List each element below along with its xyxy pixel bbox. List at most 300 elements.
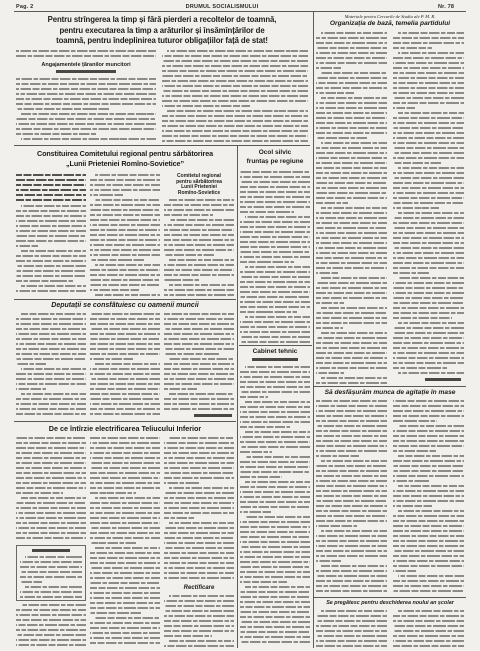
- text-line: [393, 142, 464, 144]
- sidebar-heading-line: Romîno-Sovietice: [177, 189, 221, 196]
- text-line: [21, 604, 86, 606]
- article-column: [16, 50, 156, 61]
- text-line: [393, 287, 464, 289]
- study-kicker: Materiale pentru Cercurile de Studiu ale P. M. R.: [344, 14, 436, 19]
- text-line: [20, 566, 82, 568]
- text-line: [240, 301, 310, 303]
- text-line: [90, 512, 160, 514]
- headline-line: „Lunii Prieteniei Romîno-Sovietice”: [66, 158, 184, 168]
- text-line: [164, 615, 234, 617]
- text-line: [90, 452, 160, 454]
- text-line: [240, 241, 310, 243]
- article-column: [240, 366, 310, 647]
- text-line: [16, 383, 86, 385]
- committee-headline: [16, 149, 234, 168]
- text-line: [240, 541, 310, 543]
- text-line: [25, 556, 82, 558]
- text-line: [240, 596, 310, 598]
- text-line: [393, 615, 464, 617]
- sidebar-heading-line: Lunii Prieteniei: [181, 184, 217, 190]
- text-line: [321, 460, 387, 462]
- text-line: [164, 472, 234, 474]
- text-line: [316, 450, 387, 452]
- text-line: [316, 297, 387, 299]
- text-line: [321, 610, 387, 612]
- text-line: [393, 405, 464, 407]
- text-line: [316, 455, 359, 457]
- text-line: [90, 632, 160, 634]
- text-line: [162, 75, 308, 77]
- text-line: [316, 317, 387, 319]
- text-line: [16, 123, 156, 125]
- text-line: [240, 611, 310, 613]
- text-line: [240, 326, 310, 328]
- text-line: [16, 50, 156, 52]
- article-column: [90, 313, 160, 419]
- text-line: [95, 264, 160, 266]
- headline-continuation: [252, 358, 298, 361]
- text-line: [90, 457, 160, 459]
- correction-text: [164, 595, 234, 647]
- text-line: [240, 376, 310, 378]
- text-line: [393, 565, 464, 567]
- text-line: [316, 420, 387, 422]
- text-line: [321, 207, 387, 209]
- text-line: [316, 202, 348, 204]
- text-line: [16, 487, 86, 489]
- text-line: [316, 267, 387, 269]
- text-line: [16, 265, 86, 267]
- electrification-headline: De ce întîrzie electrificarea Teliucului Inferior: [48, 424, 202, 433]
- section-rule: [314, 386, 466, 387]
- text-line: [393, 282, 464, 284]
- text-line: [16, 363, 46, 365]
- text-line: [316, 635, 387, 637]
- text-line: [240, 336, 310, 338]
- text-line: [316, 62, 387, 64]
- text-line: [316, 187, 387, 189]
- text-line: [393, 222, 464, 224]
- text-line: [90, 179, 160, 181]
- text-line: [321, 97, 387, 99]
- text-line: [240, 271, 310, 273]
- text-line: [90, 582, 160, 584]
- text-line: [164, 318, 234, 320]
- article-column: [90, 437, 160, 647]
- text-line: [316, 112, 387, 114]
- text-line: [316, 67, 341, 69]
- text-line: [90, 189, 160, 191]
- text-line: [167, 50, 308, 52]
- text-line: [95, 617, 160, 619]
- text-line: [316, 615, 387, 617]
- text-line: [90, 557, 160, 559]
- text-line: [16, 88, 156, 90]
- text-line: [316, 535, 387, 537]
- text-line: [164, 313, 234, 315]
- text-line: [316, 252, 387, 254]
- text-line: [316, 52, 387, 54]
- text-line: [90, 244, 160, 246]
- text-line: [90, 567, 160, 569]
- text-line: [21, 497, 86, 499]
- text-line: [164, 610, 234, 612]
- text-line: [316, 257, 387, 259]
- text-line: [316, 470, 387, 472]
- text-line: [164, 398, 234, 400]
- text-line: [16, 179, 86, 181]
- text-line: [393, 415, 464, 417]
- text-line: [316, 525, 357, 527]
- text-line: [316, 237, 387, 239]
- text-line: [16, 328, 86, 330]
- text-line: [393, 357, 464, 359]
- text-line: [164, 254, 214, 256]
- text-line: [393, 72, 464, 74]
- article-column: [16, 313, 86, 419]
- text-line: [240, 566, 310, 568]
- text-line: [398, 212, 464, 214]
- text-line: [316, 362, 387, 364]
- text-line: [240, 581, 287, 583]
- text-line: [393, 57, 464, 59]
- committee-sidebar-heading: [164, 174, 234, 196]
- text-line: [316, 640, 387, 642]
- text-line: [16, 442, 86, 444]
- text-line: [240, 296, 310, 298]
- text-line: [393, 187, 464, 189]
- text-line: [245, 266, 310, 268]
- text-line: [90, 642, 160, 644]
- article-column: [316, 32, 387, 384]
- text-line: [240, 551, 310, 553]
- text-line: [316, 630, 387, 632]
- issue-number: Nr. 78: [438, 4, 455, 10]
- text-line: [240, 211, 294, 213]
- text-line: [240, 536, 310, 538]
- text-line: [90, 343, 160, 345]
- harvest-subheading: Angajamentele țăranilor muncitori: [41, 62, 131, 68]
- text-line: [16, 437, 86, 439]
- text-line: [20, 581, 42, 583]
- text-line: [316, 580, 387, 582]
- text-line: [90, 219, 160, 221]
- text-line: [316, 177, 387, 179]
- text-line: [393, 302, 464, 304]
- text-line: [398, 610, 464, 612]
- text-line: [16, 225, 86, 227]
- text-line: [164, 527, 234, 529]
- text-line: [16, 290, 86, 292]
- text-line: [164, 234, 234, 236]
- correction-headline: Rectificare: [183, 585, 215, 591]
- text-line: [240, 501, 310, 503]
- text-line: [393, 475, 464, 477]
- text-line: [240, 286, 310, 288]
- text-line: [393, 400, 464, 402]
- text-line: [16, 522, 86, 524]
- text-line: [316, 515, 387, 517]
- text-line: [169, 358, 234, 360]
- text-line: [16, 230, 86, 232]
- text-line: [240, 461, 310, 463]
- text-line: [393, 560, 464, 562]
- text-line: [240, 546, 310, 548]
- text-line: [164, 209, 234, 211]
- text-line: [240, 506, 310, 508]
- text-line: [393, 490, 464, 492]
- text-line: [164, 333, 234, 335]
- text-line: [90, 592, 160, 594]
- text-line: [16, 280, 73, 282]
- text-line: [162, 115, 308, 117]
- text-line: [240, 176, 310, 178]
- text-line: [321, 565, 387, 567]
- section-rule: [314, 597, 466, 598]
- text-line: [393, 42, 464, 44]
- text-line: [393, 217, 464, 219]
- text-line: [164, 635, 212, 637]
- text-line: [90, 269, 160, 271]
- text-line: [16, 358, 86, 360]
- text-line: [16, 452, 86, 454]
- text-line: [164, 482, 199, 484]
- sidebar-heading-line: pentru sărbătorirea: [176, 178, 222, 185]
- text-line: [316, 127, 387, 129]
- text-line: [21, 313, 86, 315]
- text-line: [90, 333, 160, 335]
- lead-paragraph: [16, 174, 86, 205]
- text-line: [398, 575, 464, 577]
- text-line: [316, 480, 387, 482]
- text-line: [169, 199, 234, 201]
- text-line: [16, 103, 156, 105]
- text-line: [240, 416, 310, 418]
- text-line: [16, 378, 86, 380]
- text-line: [316, 495, 387, 497]
- text-line: [90, 348, 160, 350]
- text-line: [164, 373, 234, 375]
- text-line: [316, 560, 341, 562]
- text-line: [240, 491, 310, 493]
- text-line: [20, 576, 82, 578]
- text-line: [16, 338, 86, 340]
- article-column: [90, 174, 160, 296]
- text-line: [393, 292, 464, 294]
- text-line: [393, 505, 432, 507]
- text-line: [16, 194, 86, 196]
- text-line: [169, 595, 234, 597]
- text-line: [393, 347, 464, 349]
- text-line: [16, 457, 86, 459]
- text-line: [164, 279, 200, 281]
- headline-line: fruntaș pe regiune: [246, 157, 304, 165]
- text-line: [321, 530, 387, 532]
- text-line: [90, 612, 142, 614]
- text-line: [95, 497, 160, 499]
- text-line: [393, 172, 464, 174]
- text-line: [393, 352, 464, 354]
- text-line: [16, 472, 86, 474]
- text-line: [90, 462, 160, 464]
- text-line: [164, 537, 234, 539]
- text-line: [90, 637, 160, 639]
- article-column: [16, 78, 156, 142]
- text-line: [240, 411, 310, 413]
- text-line: [90, 194, 123, 196]
- text-line: [16, 235, 86, 237]
- text-line: [16, 78, 156, 80]
- text-line: [393, 620, 464, 622]
- text-line: [393, 297, 464, 299]
- text-line: [316, 475, 387, 477]
- text-line: [240, 446, 310, 448]
- text-line: [393, 580, 464, 582]
- article-column: [316, 610, 387, 648]
- text-line: [90, 224, 160, 226]
- text-line: [164, 467, 234, 469]
- text-line: [164, 388, 197, 390]
- text-line: [164, 294, 234, 296]
- author-signature: [194, 414, 232, 417]
- text-line: [162, 105, 250, 107]
- text-line: [316, 590, 387, 592]
- text-line: [240, 186, 310, 188]
- text-line: [164, 328, 234, 330]
- text-line: [90, 522, 160, 524]
- text-line: [90, 398, 160, 400]
- text-line: [316, 182, 387, 184]
- text-line: [90, 249, 160, 251]
- text-line: [16, 482, 86, 484]
- text-line: [162, 65, 308, 67]
- text-line: [16, 644, 86, 646]
- text-line: [316, 152, 387, 154]
- text-line: [16, 245, 38, 247]
- text-line: [321, 332, 387, 334]
- text-line: [164, 600, 234, 602]
- text-line: [25, 586, 82, 588]
- text-line: [90, 577, 160, 579]
- text-line: [316, 227, 387, 229]
- text-line: [321, 142, 387, 144]
- text-line: [393, 157, 464, 159]
- text-line: [240, 496, 310, 498]
- text-line: [316, 327, 343, 329]
- text-line: [398, 372, 464, 374]
- text-line: [164, 378, 234, 380]
- text-line: [240, 321, 310, 323]
- text-line: [316, 410, 387, 412]
- text-line: [393, 525, 464, 527]
- text-line: [240, 636, 310, 638]
- text-line: [240, 511, 271, 513]
- text-line: [393, 435, 464, 437]
- text-line: [316, 485, 387, 487]
- text-line: [316, 117, 387, 119]
- text-line: [20, 591, 82, 593]
- text-line: [316, 232, 387, 234]
- text-line: [240, 291, 310, 293]
- text-line: [316, 77, 387, 79]
- text-line: [393, 207, 439, 209]
- text-line: [16, 83, 156, 85]
- article-column: [393, 32, 464, 375]
- text-line: [393, 272, 429, 274]
- text-line: [90, 353, 160, 355]
- forestry-headline: [240, 149, 310, 166]
- text-line: [240, 486, 310, 488]
- text-line: [164, 562, 234, 564]
- text-line: [240, 331, 310, 333]
- text-line: [164, 403, 234, 405]
- text-line: [164, 338, 234, 340]
- text-line: [393, 242, 464, 244]
- text-line: [393, 515, 464, 517]
- text-line: [316, 645, 387, 647]
- text-line: [393, 182, 464, 184]
- text-line: [393, 530, 464, 532]
- text-line: [393, 252, 464, 254]
- text-line: [393, 82, 464, 84]
- text-line: [393, 127, 464, 129]
- article-column: [16, 604, 86, 646]
- text-line: [90, 537, 160, 539]
- text-line: [90, 532, 160, 534]
- text-line: [393, 102, 464, 104]
- text-line: [169, 284, 234, 286]
- text-line: [393, 465, 464, 467]
- text-line: [321, 32, 387, 34]
- text-line: [90, 279, 160, 281]
- text-line: [164, 368, 234, 370]
- text-line: [16, 517, 86, 519]
- text-line: [90, 437, 160, 439]
- text-line: [162, 135, 308, 137]
- text-line: [240, 206, 310, 208]
- text-line: [316, 352, 387, 354]
- text-line: [393, 257, 464, 259]
- text-line: [90, 234, 160, 236]
- text-line: [164, 363, 234, 365]
- text-line: [316, 42, 387, 44]
- text-line: [90, 408, 160, 410]
- text-line: [316, 222, 387, 224]
- text-line: [316, 570, 387, 572]
- text-line: [393, 237, 464, 239]
- text-line: [393, 625, 464, 627]
- text-line: [164, 625, 234, 627]
- text-line: [316, 545, 387, 547]
- text-line: [164, 620, 234, 622]
- text-line: [240, 616, 310, 618]
- text-line: [316, 540, 387, 542]
- text-line: [240, 256, 310, 258]
- text-line: [316, 440, 387, 442]
- text-line: [393, 152, 464, 154]
- text-line: [240, 621, 310, 623]
- text-line: [316, 445, 387, 447]
- text-line: [316, 520, 387, 522]
- text-line: [21, 250, 86, 252]
- text-line: [316, 107, 387, 109]
- text-line: [316, 162, 387, 164]
- text-line: [316, 87, 387, 89]
- text-line: [16, 323, 86, 325]
- text-line: [393, 445, 464, 447]
- text-line: [169, 393, 234, 395]
- text-line: [316, 357, 387, 359]
